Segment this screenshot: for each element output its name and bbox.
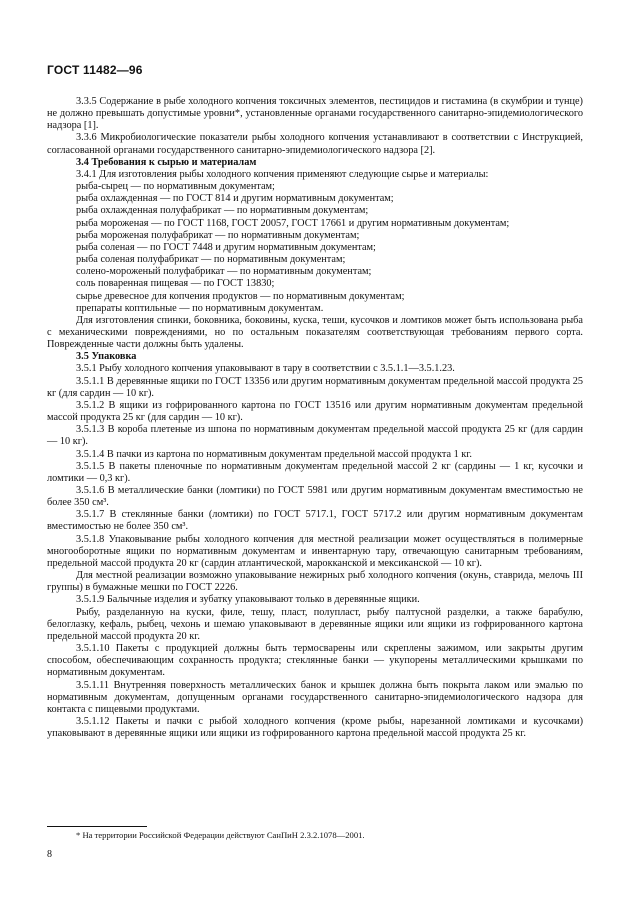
list-item: рыба мороженая полуфабрикат — по нормативным документам; [76, 229, 360, 241]
list-item: рыба соленая полуфабрикат — по нормативным документам; [76, 254, 346, 266]
list-item: солено-мороженый полуфабрикат — по нормативным документам; [76, 266, 372, 278]
section-heading: 3.4 Требования к сырью и материалам [76, 156, 257, 168]
paragraph: 3.5.1.4 В пачки из картона по нормативным документам предельной массой продукта 1 кг. [76, 448, 472, 460]
paragraph: 3.5.1.9 Балычные изделия и зубатку упаковывают только в деревянные ящики. [76, 594, 420, 606]
paragraph: Рыбу, разделанную на куски, филе, тешу, пласт, полупласт, рыбу палтусной разделки, а также барабулю, белоглазку, кефаль, рыбец, чехонь и шемаю упаковывают в деревянные ящики или ящики из гофрированного картона предельной массой продукта 20 кг. [47, 606, 583, 642]
paragraph: 3.5.1.6 В металлические банки (ломтики) по ГОСТ 5981 или другим нормативным документам вместимостью не более 350 см³. [47, 485, 583, 509]
footnote: * На территории Российской Федерации действуют СанПиН 2.3.2.1078—2001. [76, 830, 365, 840]
paragraph: Для местной реализации возможно упаковывание нежирных рыб холодного копчения (окунь, ставрида, мелочь III группы) в бумажные мешки по ГОСТ 2226. [47, 570, 583, 594]
paragraph: 3.5.1 Рыбу холодного копчения упаковывают в тару в соответствии с 3.5.1.1—3.5.1.23. [76, 363, 455, 375]
document-body [47, 96, 583, 740]
document-header: ГОСТ 11482—96 [47, 63, 143, 77]
list-item: рыба охлажденная полуфабрикат — по нормативным документам; [76, 205, 369, 217]
paragraph: 3.5.1.5 В пакеты пленочные по нормативным документам предельной массой 2 кг (сардины — 1 кг, кусочки и ломтики — 0,3 кг). [47, 460, 583, 484]
list-item: сырье древесное для копчения продуктов — по нормативным документам; [76, 290, 405, 302]
paragraph: 3.5.1.10 Пакеты с продукцией должны быть термосварены или скреплены зажимом, или закрыты другим способом, обеспечивающим сохранность продукта; стеклянные банки — укупорены металлическими крышками по нормативным документам. [47, 643, 583, 679]
paragraph: 3.5.1.7 В стеклянные банки (ломтики) по ГОСТ 5717.1, ГОСТ 5717.2 или другим нормативным документам вместимостью не более 350 см³. [47, 509, 583, 533]
list-item: рыба мороженая — по ГОСТ 1168, ГОСТ 20057, ГОСТ 17661 и другим нормативным документам; [76, 217, 510, 229]
paragraph: 3.5.1.11 Внутренняя поверхность металлических банок и крышек должна быть покрыта лаком или эмалью по нормативным документам, допущенным органами государственного санитарно-эпидемиологического надзора для контакта с пищевыми продуктами. [47, 679, 583, 715]
paragraph: 3.5.1.8 Упаковывание рыбы холодного копчения для местной реализации может осуществляться в полимерные многооборотные ящики по нормативным документам и инвентарную тару, отвечающую санитарным требованиям, предельной массой продукта 20 кг (сардин атлантической, марокканской и мексиканской — 10 кг). [47, 533, 583, 569]
paragraph: 3.3.5 Содержание в рыбе холодного копчения токсичных элементов, пестицидов и гистамина (в скумбрии и тунце) не должно превышать допустимые уровни*, установленные органами государственного санитарно-эпидемиологического надзора [1]. [47, 96, 583, 132]
list-item: рыба охлажденная — по ГОСТ 814 и другим нормативным документам; [76, 193, 394, 205]
paragraph: 3.5.1.3 В короба плетеные из шпона по нормативным документам предельной массой продукта 25 кг (для сардин — 10 кг). [47, 424, 583, 448]
section-heading: 3.5 Упаковка [76, 351, 137, 363]
paragraph: 3.5.1.2 В ящики из гофрированного картона по ГОСТ 13516 или другим нормативным документам предельной массой продукта 25 кг (для сардин — 10 кг). [47, 399, 583, 424]
list-item: рыба-сырец — по нормативным документам; [76, 181, 275, 193]
paragraph: 3.5.1.1 В деревянные ящики по ГОСТ 13356 или другим нормативным документам предельной массой продукта 25 кг (для сардин — 10 кг). [47, 375, 583, 399]
list-item: соль поваренная пищевая — по ГОСТ 13830; [76, 278, 275, 290]
paragraph: 3.4.1 Для изготовления рыбы холодного копчения применяют следующие сырье и материалы: [76, 168, 489, 180]
paragraph: 3.5.1.12 Пакеты и пачки с рыбой холодного копчения (кроме рыбы, нарезанной ломтиками и кусочками) упаковывают в деревянные ящики или ящики из гофрированного картона предельной массой продукта 25 кг. [47, 715, 583, 740]
list-item: рыба соленая — по ГОСТ 7448 и другим нормативным документам; [76, 241, 376, 253]
paragraph: 3.3.6 Микробиологические показатели рыбы холодного копчения устанавливают в соответствии с Инструкцией, согласованной органами государственного санитарно-эпидемиологического надзора [2]. [47, 132, 583, 156]
page-number: 8 [47, 849, 52, 860]
paragraph: Для изготовления спинки, боковника, боковины, куска, теши, кусочков и ломтиков может быть использована рыба с механическими повреждениями, но по остальным показателям соответствующая требованиям первого сорта. Поврежденные части должны быть удалены. [47, 314, 583, 351]
footnote-divider [47, 826, 147, 827]
list-item: препараты коптильные — по нормативным документам. [76, 302, 324, 314]
